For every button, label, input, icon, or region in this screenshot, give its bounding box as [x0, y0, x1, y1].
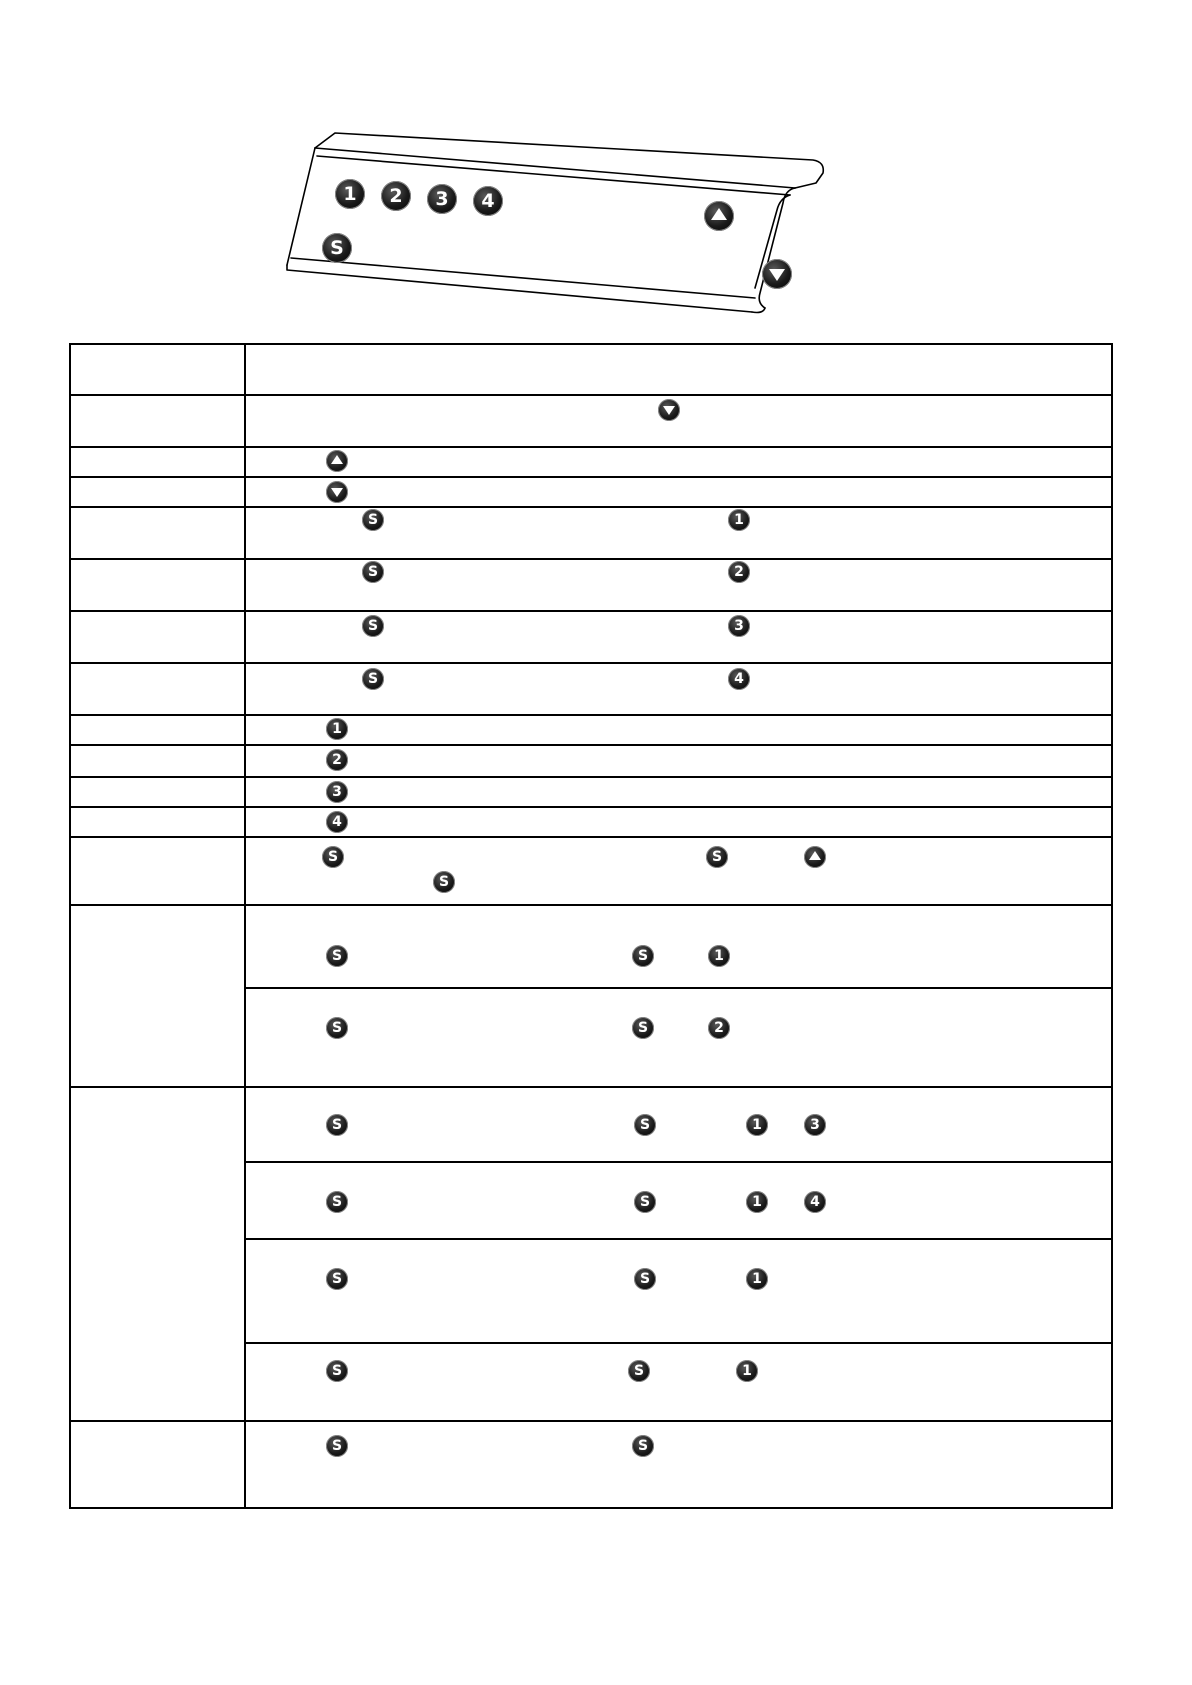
table-right-border — [1111, 343, 1113, 1509]
set-icon: S — [706, 846, 728, 868]
set-icon: S — [326, 1435, 348, 1457]
set-icon: S — [628, 1360, 650, 1382]
memory-4-icon: 4 — [804, 1191, 826, 1213]
row-divider — [69, 610, 1112, 612]
memory-2-icon: 2 — [326, 749, 348, 771]
table-column-divider — [244, 343, 246, 1509]
memory-4-icon: 4 — [326, 811, 348, 833]
set-icon: S — [326, 1191, 348, 1213]
set-icon: S — [634, 1268, 656, 1290]
row-divider — [69, 394, 1112, 396]
set-icon: S — [634, 1114, 656, 1136]
control-panel-illustration — [285, 128, 885, 323]
row-divider — [69, 744, 1112, 746]
row-divider — [69, 446, 1112, 448]
table-left-border — [69, 343, 71, 1509]
memory-4-icon: 4 — [728, 668, 750, 690]
up-arrow-icon — [326, 450, 348, 472]
sub-row-divider — [244, 1342, 1112, 1344]
set-icon: S — [632, 1435, 654, 1457]
row-divider — [69, 836, 1112, 838]
set-icon: S — [326, 1360, 348, 1382]
set-icon: S — [326, 1017, 348, 1039]
up-arrow-icon — [804, 846, 826, 868]
memory-2-button[interactable]: 2 — [381, 181, 411, 211]
set-icon: S — [362, 668, 384, 690]
row-divider — [69, 343, 1112, 345]
memory-4-button[interactable]: 4 — [473, 186, 503, 216]
row-divider — [69, 1420, 1112, 1422]
set-icon: S — [632, 1017, 654, 1039]
set-icon: S — [362, 615, 384, 637]
down-arrow-icon — [658, 399, 680, 421]
set-icon: S — [362, 561, 384, 583]
memory-1-icon: 1 — [746, 1114, 768, 1136]
set-icon: S — [326, 945, 348, 967]
row-divider — [69, 776, 1112, 778]
memory-3-icon: 3 — [728, 615, 750, 637]
memory-2-icon: 2 — [708, 1017, 730, 1039]
set-button[interactable]: S — [322, 233, 352, 263]
memory-1-icon: 1 — [746, 1191, 768, 1213]
memory-3-icon: 3 — [804, 1114, 826, 1136]
up-arrow-button[interactable] — [704, 201, 734, 231]
memory-3-button[interactable]: 3 — [427, 184, 457, 214]
row-divider — [69, 476, 1112, 478]
set-icon: S — [634, 1191, 656, 1213]
row-divider — [69, 904, 1112, 906]
row-divider — [69, 1507, 1112, 1509]
set-icon: S — [322, 846, 344, 868]
down-arrow-button[interactable] — [762, 259, 792, 289]
memory-3-icon: 3 — [326, 781, 348, 803]
row-divider — [69, 662, 1112, 664]
sub-row-divider — [244, 1161, 1112, 1163]
sub-row-divider — [244, 1238, 1112, 1240]
row-divider — [69, 506, 1112, 508]
memory-1-icon: 1 — [728, 509, 750, 531]
set-icon: S — [362, 509, 384, 531]
row-divider — [69, 1086, 1112, 1088]
memory-2-icon: 2 — [728, 561, 750, 583]
row-divider — [69, 558, 1112, 560]
set-icon: S — [433, 871, 455, 893]
memory-1-icon: 1 — [746, 1268, 768, 1290]
memory-1-button[interactable]: 1 — [335, 179, 365, 209]
memory-1-icon: 1 — [708, 945, 730, 967]
row-divider — [69, 806, 1112, 808]
set-icon: S — [632, 945, 654, 967]
memory-1-icon: 1 — [736, 1360, 758, 1382]
row-divider — [69, 714, 1112, 716]
down-arrow-icon — [326, 481, 348, 503]
memory-1-icon: 1 — [326, 718, 348, 740]
set-icon: S — [326, 1114, 348, 1136]
sub-row-divider — [244, 987, 1112, 989]
set-icon: S — [326, 1268, 348, 1290]
